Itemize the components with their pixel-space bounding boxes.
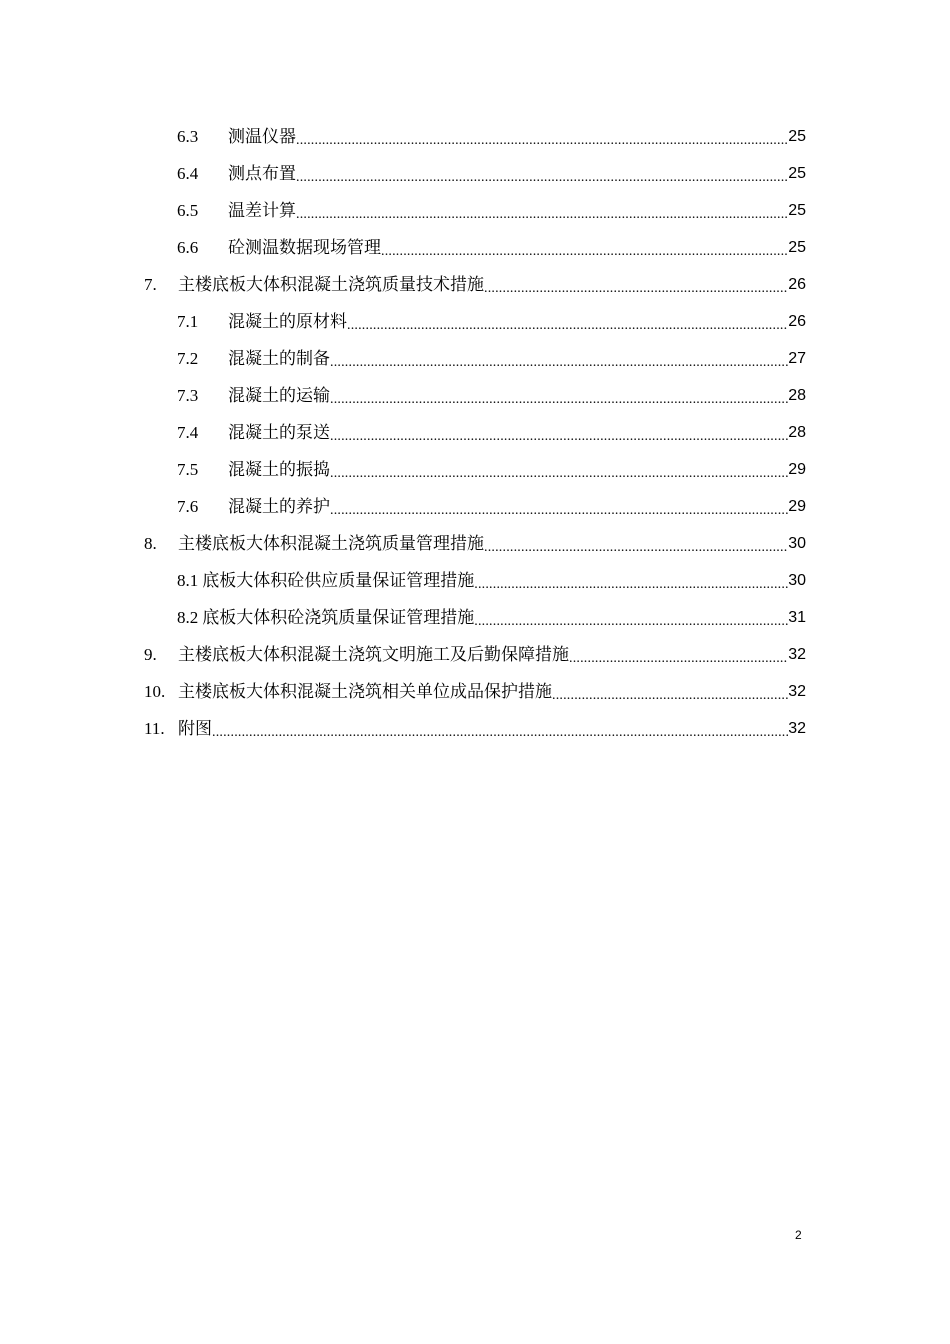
toc-entry-number: 7.6 xyxy=(177,497,199,516)
toc-entry-6-6[interactable] xyxy=(177,229,806,266)
toc-entry-title: 混凝土的振捣 xyxy=(228,460,330,479)
toc-entry-title: 主楼底板大体积混凝土浇筑文明施工及后勤保障措施 xyxy=(178,645,569,664)
toc-entry-number: 9. xyxy=(144,645,157,664)
toc-entry-number: 8.1 xyxy=(177,571,199,590)
toc-dot-leader xyxy=(569,636,788,673)
toc-entry-11[interactable] xyxy=(144,710,806,747)
toc-entry-number: 7.2 xyxy=(177,349,199,368)
toc-dot-leader xyxy=(484,266,788,303)
toc-entry-number: 6.4 xyxy=(177,164,199,183)
toc-entry-number: 7. xyxy=(144,275,157,294)
toc-entry-title: 主楼底板大体积混凝土浇筑质量技术措施 xyxy=(178,275,484,294)
toc-entry-title: 主楼底板大体积混凝土浇筑质量管理措施 xyxy=(178,534,484,553)
toc-entry-9[interactable] xyxy=(144,636,806,673)
toc-entry-number: 7.5 xyxy=(177,460,199,479)
toc-entry-number: 8. xyxy=(144,534,157,553)
page-number: 2 xyxy=(795,1228,802,1242)
toc-entry-title: 砼测温数据现场管理 xyxy=(228,238,381,257)
toc-dot-leader xyxy=(330,488,788,525)
toc-entry-page: 25 xyxy=(788,165,806,182)
toc-dot-leader xyxy=(474,599,788,636)
toc-entry-title: 测点布置 xyxy=(228,164,296,183)
toc-entry-title: 测温仪器 xyxy=(228,127,296,146)
toc-entry-7-5[interactable] xyxy=(177,451,806,488)
toc-dot-leader xyxy=(212,710,788,747)
toc-entry-page: 25 xyxy=(788,128,806,145)
toc-entry-6-3[interactable] xyxy=(177,118,806,155)
toc-entry-7-6[interactable] xyxy=(177,488,806,525)
toc-entry-number: 6.6 xyxy=(177,238,199,257)
toc-entry-10[interactable] xyxy=(144,673,806,710)
toc-entry-title: 主楼底板大体积混凝土浇筑相关单位成品保护措施 xyxy=(178,682,552,701)
toc-entry-number: 8.2 xyxy=(177,608,199,627)
toc-entry-number: 7.3 xyxy=(177,386,199,405)
toc-entry-page: 26 xyxy=(788,313,806,330)
toc-entry-page: 28 xyxy=(788,424,806,441)
toc-entry-number: 7.1 xyxy=(177,312,199,331)
toc-entry-number: 11. xyxy=(144,719,165,738)
toc-dot-leader xyxy=(474,562,788,599)
toc-entry-page: 30 xyxy=(788,535,806,552)
toc-entry-8[interactable] xyxy=(144,525,806,562)
toc-entry-7-4[interactable] xyxy=(177,414,806,451)
toc-entry-6-5[interactable] xyxy=(177,192,806,229)
toc-entry-number: 7.4 xyxy=(177,423,199,442)
toc-entry-page: 28 xyxy=(788,387,806,404)
toc-dot-leader xyxy=(552,673,788,710)
toc-entry-number: 10. xyxy=(144,682,166,701)
toc-entry-title: 混凝土的制备 xyxy=(228,349,330,368)
toc-dot-leader xyxy=(330,414,788,451)
toc-entry-page: 26 xyxy=(788,276,806,293)
toc-entry-page: 31 xyxy=(788,609,806,626)
toc-entry-page: 29 xyxy=(788,461,806,478)
toc-entry-page: 27 xyxy=(788,350,806,367)
toc-dot-leader xyxy=(296,155,788,192)
toc-entry-7-1[interactable] xyxy=(177,303,806,340)
toc-dot-leader xyxy=(330,340,788,377)
toc-dot-leader xyxy=(296,118,788,155)
toc-dot-leader xyxy=(330,451,788,488)
toc-entry-6-4[interactable] xyxy=(177,155,806,192)
toc-dot-leader xyxy=(330,377,788,414)
toc-entry-title: 混凝土的养护 xyxy=(228,497,330,516)
toc-entry-7-2[interactable] xyxy=(177,340,806,377)
toc-entry-page: 32 xyxy=(788,646,806,663)
toc-entry-title: 混凝土的原材料 xyxy=(228,312,347,331)
toc-entry-title: 混凝土的运输 xyxy=(228,386,330,405)
toc-entry-number: 6.3 xyxy=(177,127,199,146)
toc-entry-title: 底板大体积砼浇筑质量保证管理措施 xyxy=(202,608,475,627)
toc-entry-7-3[interactable] xyxy=(177,377,806,414)
toc-entry-title: 混凝土的泵送 xyxy=(228,423,330,442)
toc-entry-page: 25 xyxy=(788,202,806,219)
toc-dot-leader xyxy=(381,229,788,266)
toc-entry-page: 29 xyxy=(788,498,806,515)
toc-entry-page: 32 xyxy=(788,720,806,737)
toc-entry-8-2[interactable] xyxy=(177,599,806,636)
toc-entry-number: 6.5 xyxy=(177,201,199,220)
toc-entry-page: 25 xyxy=(788,239,806,256)
toc-entry-title: 附图 xyxy=(178,719,212,738)
toc-entry-page: 30 xyxy=(788,572,806,589)
toc-entry-page: 32 xyxy=(788,683,806,700)
toc-entry-title: 温差计算 xyxy=(228,201,296,220)
toc-entry-title: 底板大体积砼供应质量保证管理措施 xyxy=(202,571,475,590)
toc-entry-7[interactable] xyxy=(144,266,806,303)
toc-dot-leader xyxy=(347,303,788,340)
toc-dot-leader xyxy=(484,525,788,562)
toc-dot-leader xyxy=(296,192,788,229)
toc-entry-8-1[interactable] xyxy=(177,562,806,599)
